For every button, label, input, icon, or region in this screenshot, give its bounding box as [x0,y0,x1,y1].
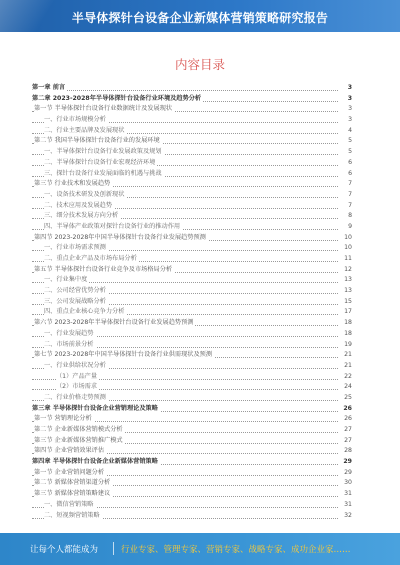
toc-entry-title: 第四节 2023-2028年中国半导体探针台设备行业发展趋势预测 [34,233,208,244]
toc-entry-title: 二、公司经营优势分析 [44,286,108,297]
toc-entry[interactable] [32,414,352,425]
toc-entry-page: 13 [342,275,352,286]
toc-entry-page: 19 [342,340,352,351]
toc-entry-page: 5 [346,136,352,147]
toc-entry-title: 一、行业集中度 [44,275,89,286]
toc-entry-title: 二、重点企业产品及市场布局分析 [44,254,139,265]
toc-entry[interactable] [32,94,352,105]
toc-entry[interactable] [32,104,352,115]
toc-entry-page: 5 [346,147,352,158]
toc-entry-page: 21 [342,361,352,372]
toc-entry-title: 第一节 营销理论分析 [34,414,94,425]
toc-entry[interactable] [32,190,352,201]
toc-entry[interactable] [32,286,352,297]
toc-entry-title: 第七节 2023-2028年中国半导体探针台设备行业供需现状及预测 [34,350,214,361]
toc-entry[interactable] [32,489,352,500]
toc-entry-page: 29 [341,457,352,468]
toc-entry-page: 12 [342,265,352,276]
toc-entry[interactable] [32,318,352,329]
toc-entry-title: 第三节 新媒体营销策略建议 [34,489,112,500]
toc-entry[interactable] [32,222,352,233]
toc-entry-page: 7 [346,179,352,190]
toc-entry-page: 3 [346,115,352,126]
toc-entry-title: 二、市场前景分析 [44,340,96,351]
toc-leader-dots [32,90,338,91]
toc-entry[interactable] [32,350,352,361]
toc-entry-page: 29 [342,468,352,479]
toc-entry-title: （1）产品产量 [56,372,99,383]
toc-entry[interactable] [32,372,352,383]
toc-entry-title: 第二节 新媒体营销渠道分析 [34,478,112,489]
toc-entry-title: 第二章 2023-2028年半导体探针台设备行业环境及趋势分析 [32,94,203,105]
report-header-banner [0,0,400,32]
toc-entry-page: 7 [346,190,352,201]
toc-entry-title: 二、技术应用及发展趋势 [44,201,114,212]
toc-entry-page: 17 [342,307,352,318]
report-title: 半导体探针台设备企业新媒体营销策略研究报告 [71,11,329,25]
toc-entry[interactable] [32,478,352,489]
toc-entry[interactable] [32,404,352,415]
toc-entry[interactable] [32,446,352,457]
toc-entry-title: 三、探针台设备行业发展面临的机遇与挑战 [44,169,164,180]
toc-entry-title: 第四节 企业营销效果评估 [34,446,106,457]
toc-entry-title: 第三章 半导体探针台设备企业营销理论及策略 [32,404,160,415]
footer-slogan: 让每个人都能成为 [30,545,99,555]
toc-entry[interactable] [32,243,352,254]
toc-entry[interactable] [32,382,352,393]
toc-entry[interactable] [32,169,352,180]
toc-entry-title: 二、行业价格走势预测 [44,393,108,404]
toc-entry-page: 3 [346,104,352,115]
toc-entry[interactable] [32,147,352,158]
toc-entry[interactable] [32,425,352,436]
toc-entry[interactable] [32,265,352,276]
toc-entry-page: 32 [342,511,352,522]
toc-entry-page: 3 [346,94,352,105]
toc-entry-title: （2）市场需求 [56,382,99,393]
toc-entry-title: 四、半导体产业政策对探针台设备行业的推动作用 [44,222,182,233]
toc-entry-title: 一、行业供给状况分析 [44,361,108,372]
toc-entry-title: 一、行业发展趋势 [44,329,96,340]
toc-entry-title: 二、行业主要品牌及发展现状 [44,126,126,137]
toc-entry-title: 第二节 我国半导体探针台设备行业的发展环境 [34,136,162,147]
toc-entry-title: 一、半导体探针台设备行业发展政策及规划 [44,147,164,158]
toc-entry-title: 三、公司发展战略分析 [44,297,108,308]
toc-entry-page: 27 [342,436,352,447]
toc-entry[interactable] [32,500,352,511]
toc-entry-page: 6 [346,169,352,180]
toc-entry-page: 13 [342,286,352,297]
toc-entry-page: 27 [342,425,352,436]
toc-entry-title: 第一节 半导体探针台设备行业数据统计及发展现状 [34,104,174,115]
toc-entry-page: 21 [342,350,352,361]
toc-entry-page: 31 [342,500,352,511]
toc-entry-title: 三、细分技术发展方向分析 [44,211,120,222]
toc-entry-title: 第一节 企业营销问题分析 [34,468,106,479]
toc-entry-title: 一、微信营销策略 [44,500,96,511]
toc-entry[interactable] [32,115,352,126]
toc-entry-page: 30 [342,478,352,489]
toc-entry[interactable] [32,179,352,190]
table-of-contents [32,83,352,521]
toc-entry[interactable] [32,361,352,372]
toc-entry-page: 31 [342,489,352,500]
toc-entry[interactable] [32,83,352,94]
toc-entry-title: 第三节 企业新媒体营销推广模式 [34,436,125,447]
toc-entry-page: 26 [342,414,352,425]
toc-entry-title: 一、设备技术研发及创新现状 [44,190,126,201]
footer-tagline: 行业专家、管理专家、营销专家、战略专家、成功企业家…… [121,545,351,555]
toc-entry-title: 一、行业市场规模分析 [44,115,108,126]
toc-entry[interactable] [32,126,352,137]
toc-entry-title: 第三节 行业技术和发展趋势 [34,179,112,190]
toc-entry-page: 6 [346,158,352,169]
toc-entry-title: 二、半导体探针台设备行业宏观经济环境 [44,158,157,169]
toc-entry[interactable] [32,436,352,447]
toc-entry-page: 8 [346,211,352,222]
toc-entry[interactable] [32,468,352,479]
toc-entry-page: 28 [342,446,352,457]
toc-entry-page: 25 [342,393,352,404]
toc-entry[interactable] [32,201,352,212]
toc-entry-page: 26 [341,404,352,415]
toc-entry-page: 7 [346,201,352,212]
toc-entry-title: 一、行业市场需求预测 [44,243,108,254]
toc-entry[interactable] [32,211,352,222]
toc-entry[interactable] [32,297,352,308]
toc-entry[interactable] [32,136,352,147]
toc-entry-page: 24 [342,382,352,393]
toc-entry-title: 四、重点企业核心竞争力分析 [44,307,126,318]
toc-entry[interactable] [32,393,352,404]
toc-entry-page: 9 [346,222,352,233]
toc-entry-title: 第四章 半导体探针台设备企业新媒体营销策略 [32,457,160,468]
toc-entry-page: 10 [342,243,352,254]
toc-entry-title: 第二节 企业新媒体营销模式分析 [34,425,125,436]
toc-entry-page: 15 [342,297,352,308]
toc-entry-page: 10 [342,233,352,244]
toc-entry[interactable] [32,329,352,340]
footer-divider [113,542,114,555]
toc-entry-page: 4 [346,126,352,137]
toc-heading: 内容目录 [174,57,225,72]
toc-entry-page: 3 [346,83,352,94]
toc-entry[interactable] [32,254,352,265]
toc-entry[interactable] [32,457,352,468]
toc-entry[interactable] [32,307,352,318]
toc-entry-title: 二、短视频营销策略 [44,511,102,522]
toc-entry-page: 18 [342,318,352,329]
toc-entry-title: 第五节 半导体探针台设备行业竞争及市场格局分析 [34,265,174,276]
toc-entry-page: 18 [342,329,352,340]
toc-entry[interactable] [32,233,352,244]
toc-entry[interactable] [32,340,352,351]
toc-entry[interactable] [32,511,352,522]
toc-entry-page: 22 [342,372,352,383]
toc-entry-title: 第一章 前言 [32,83,67,94]
toc-entry[interactable] [32,275,352,286]
footer-banner [0,533,400,565]
toc-entry-title: 第六节 2023-2028年半导体探针台设备行业发展趋势预测 [34,318,195,329]
toc-entry[interactable] [32,158,352,169]
toc-entry-page: 11 [342,254,352,265]
